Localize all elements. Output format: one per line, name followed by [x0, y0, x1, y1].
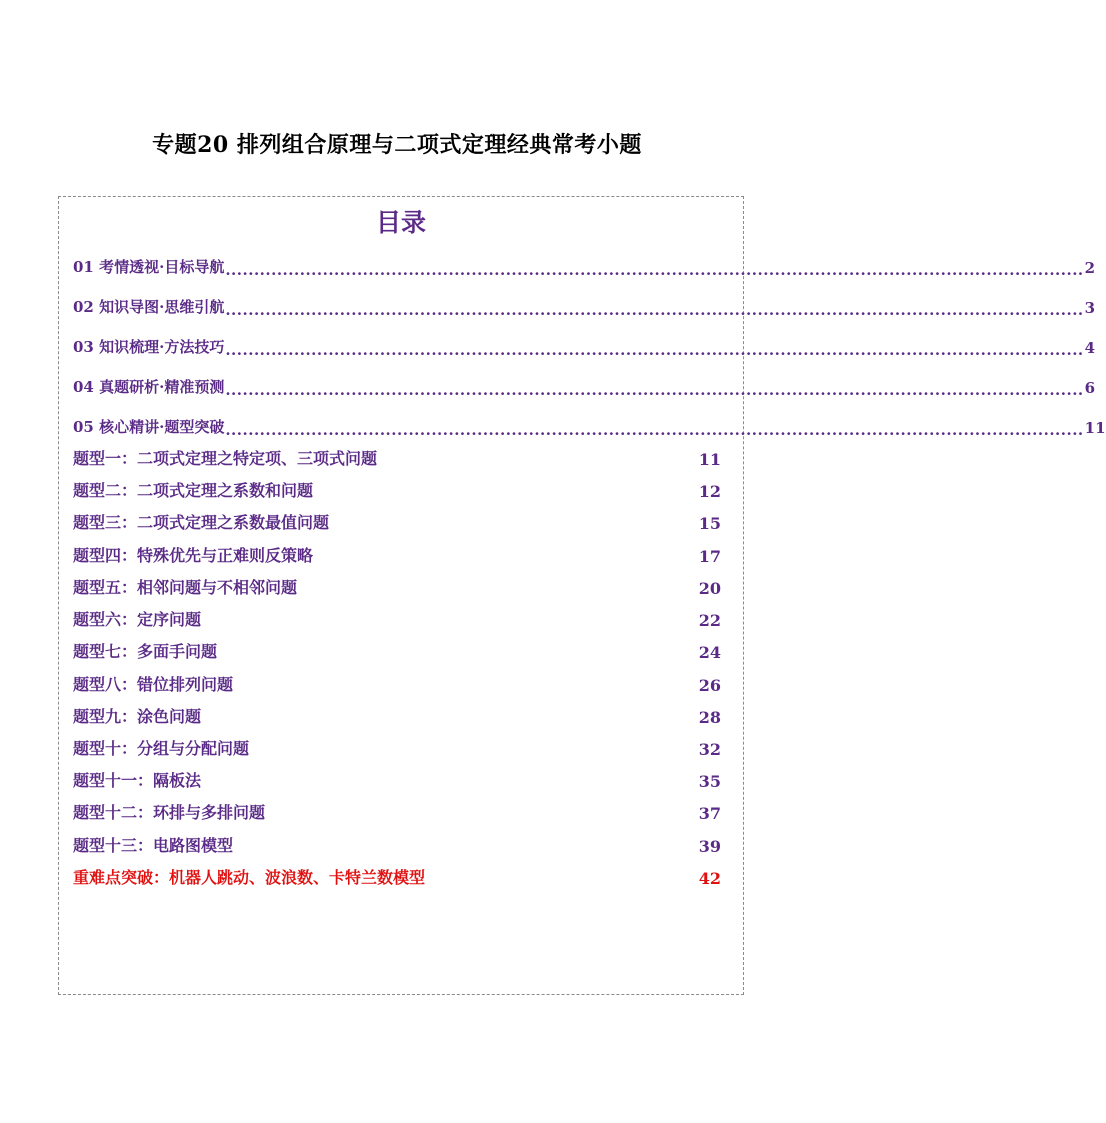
toc-page-number: 3	[1084, 299, 1096, 317]
toc-page-number: 17	[698, 547, 721, 566]
toc-page-number: 6	[1084, 379, 1096, 397]
toc-item-label: 题型八：错位排列问题	[73, 675, 234, 694]
toc-item-label: 题型七：多面手问题	[73, 642, 218, 661]
toc-leader-dots: ......................................................................................................................................................	[225, 421, 1084, 439]
toc-item-label: 重难点突破：机器人跳动、波浪数、卡特兰数模型	[73, 868, 426, 887]
toc-section-label: 01 考情透视·目标导航	[73, 258, 225, 276]
toc-special-item-row[interactable]	[73, 866, 721, 888]
toc-item-row[interactable]	[73, 801, 721, 823]
toc-item-row[interactable]	[73, 705, 721, 727]
toc-leader-dots: ......................................................................................................................................................	[225, 261, 1084, 279]
toc-section-row[interactable]	[73, 295, 1096, 319]
toc-page-number: 12	[698, 482, 721, 501]
toc-item-row[interactable]	[73, 479, 721, 501]
toc-section-label: 03 知识梳理·方法技巧	[73, 338, 225, 356]
toc-leader-dots: ......................................................................................................................................................	[225, 301, 1084, 319]
toc-section-label: 02 知识导图·思维引航	[73, 298, 225, 316]
toc-section-row[interactable]	[73, 335, 1096, 359]
toc-section-row[interactable]	[73, 415, 1106, 439]
toc-leader-dots: ......................................................................................................................................................	[225, 341, 1084, 359]
toc-page-number: 22	[698, 611, 721, 630]
toc-item-label: 题型四：特殊优先与正难则反策略	[73, 546, 314, 565]
toc-item-row[interactable]	[73, 608, 721, 630]
toc-item-label: 题型一：二项式定理之特定项、三项式问题	[73, 449, 378, 468]
toc-item-row[interactable]	[73, 737, 721, 759]
toc-item-label: 题型九：涂色问题	[73, 707, 202, 726]
toc-page-number: 4	[1084, 339, 1096, 357]
toc-page-number: 11	[698, 450, 721, 469]
toc-item-label: 题型十一：隔板法	[73, 771, 202, 790]
toc-page-number: 39	[698, 837, 721, 856]
toc-page-number: 37	[698, 804, 721, 823]
toc-page-number: 32	[698, 740, 721, 759]
toc-item-label: 题型五：相邻问题与不相邻问题	[73, 578, 298, 597]
toc-item-row[interactable]	[73, 640, 721, 662]
toc-item-label: 题型六：定序问题	[73, 610, 202, 629]
toc-leader-dots: ......................................................................................................................................................	[225, 381, 1084, 399]
toc-item-row[interactable]	[73, 834, 721, 856]
toc-section-label: 04 真题研析·精准预测	[73, 378, 225, 396]
toc-item-row[interactable]	[73, 769, 721, 791]
toc-section-row[interactable]	[73, 255, 1096, 279]
toc-page-number: 28	[698, 708, 721, 727]
toc-page-number: 15	[698, 514, 721, 533]
toc-heading: 目录	[375, 208, 426, 237]
toc-item-row[interactable]	[73, 447, 721, 469]
toc-item-row[interactable]	[73, 511, 721, 533]
toc-page-number: 42	[698, 869, 721, 888]
toc-item-row[interactable]	[73, 576, 721, 598]
toc-item-row[interactable]	[73, 673, 721, 695]
toc-page-number: 26	[698, 676, 721, 695]
toc-item-label: 题型十：分组与分配问题	[73, 739, 250, 758]
toc-item-label: 题型十二：环排与多排问题	[73, 803, 266, 822]
toc-page-number: 24	[698, 643, 721, 662]
toc-item-label: 题型十三：电路图模型	[73, 836, 234, 855]
toc-page-number: 20	[698, 579, 721, 598]
toc-item-label: 题型三：二项式定理之系数最值问题	[73, 513, 330, 532]
toc-page-number: 11	[1084, 419, 1106, 437]
table-of-contents	[58, 196, 1106, 995]
toc-section-label: 05 核心精讲·题型突破	[73, 418, 225, 436]
toc-page-number: 35	[698, 772, 721, 791]
toc-page-number: 2	[1084, 259, 1096, 277]
document-title: 专题20 排列组合原理与二项式定理经典常考小题	[152, 132, 642, 158]
toc-item-label: 题型二：二项式定理之系数和问题	[73, 481, 314, 500]
toc-item-row[interactable]	[73, 544, 721, 566]
toc-section-row[interactable]	[73, 375, 1096, 399]
